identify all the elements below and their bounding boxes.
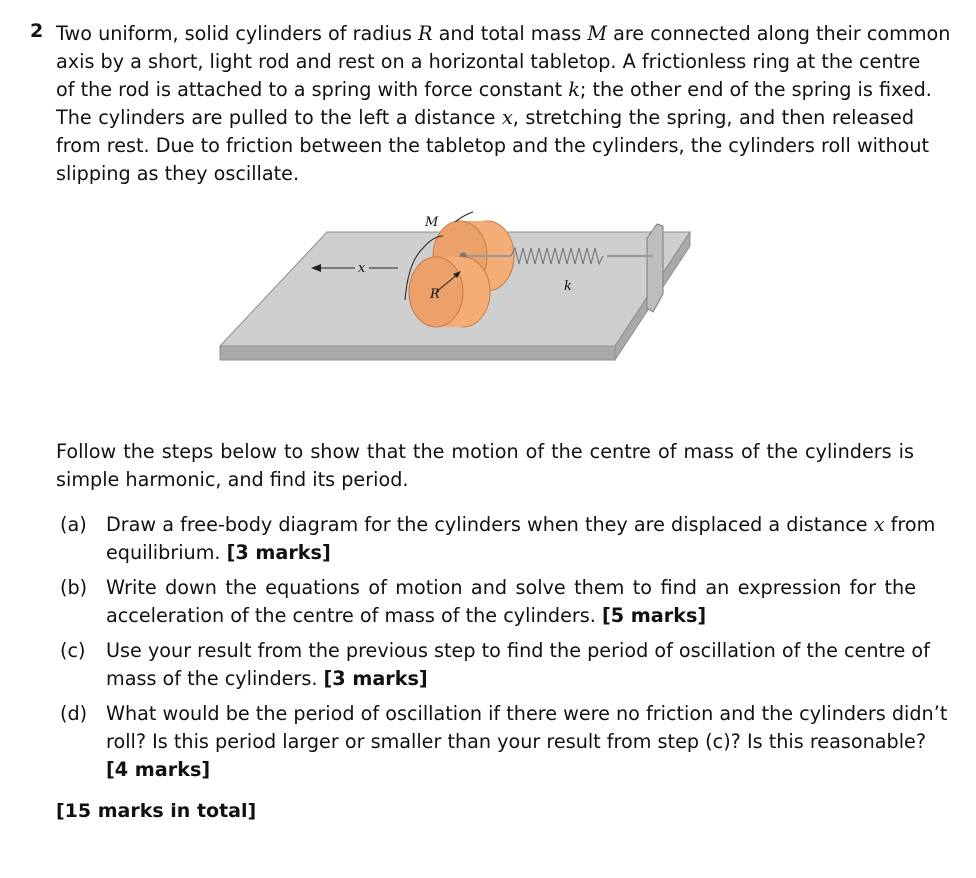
- part-a-line-2: equilibrium. [3 marks]: [106, 541, 331, 564]
- instructions-line-2: simple harmonic, and find its period.: [56, 468, 409, 491]
- part-b-line-2: acceleration of the centre of mass of the cylinders. [5 marks]: [106, 604, 707, 627]
- total-marks: [15 marks in total]: [56, 800, 257, 822]
- part-d: [60, 700, 948, 784]
- part-d-label: (d): [60, 702, 88, 725]
- intro-line-6: slipping as they oscillate.: [56, 162, 300, 185]
- intro-line-3: of the rod is attached to a spring with force constant k; the other end of the spring is fixed.: [56, 78, 932, 101]
- part-a-line-1: Draw a free-body diagram for the cylinders when they are displaced a distance x from: [106, 513, 936, 536]
- cylinders-spring-figure: [215, 208, 695, 364]
- intro-line-4: The cylinders are pulled to the left a distance x, stretching the spring, and then released: [56, 106, 914, 129]
- part-c-line-2: mass of the cylinders. [3 marks]: [106, 667, 428, 690]
- label-R: R: [430, 287, 440, 302]
- instructions: [56, 438, 914, 494]
- part-d-marks: [4 marks]: [106, 758, 211, 781]
- question-intro: [56, 20, 951, 188]
- part-c-label: (c): [60, 639, 86, 662]
- part-a: [60, 511, 936, 567]
- intro-line-1: Two uniform, solid cylinders of radius R and total mass M are connected along their common: [56, 22, 951, 45]
- part-d-line-1: What would be the period of oscillation if there were no friction and the cylinders didn’t: [106, 702, 948, 725]
- intro-line-2: axis by a short, light rod and rest on a horizontal tabletop. A frictionless ring at the centre: [56, 50, 921, 73]
- mass-leader: [455, 212, 473, 222]
- label-M: M: [425, 215, 439, 230]
- part-d-line-2: roll? Is this period larger or smaller than your result from step (c)? Is this reasonable?: [106, 730, 927, 753]
- part-b-label: (b): [60, 576, 88, 599]
- part-b-marks: [5 marks]: [602, 604, 707, 627]
- question-number: 2: [30, 20, 44, 42]
- part-b-line-1: Write down the equations of motion and solve them to find an expression for the: [106, 576, 916, 599]
- part-a-label: (a): [60, 513, 87, 536]
- part-c-marks: [3 marks]: [323, 667, 428, 690]
- tabletop-front-edge: [220, 346, 615, 360]
- part-c-line-1: Use your result from the previous step to find the period of oscillation of the centre of: [106, 639, 930, 662]
- spring-support: [647, 224, 663, 312]
- part-b: [60, 574, 916, 630]
- intro-line-5: from rest. Due to friction between the tabletop and the cylinders, the cylinders roll without: [56, 134, 930, 157]
- part-c: [60, 637, 930, 693]
- label-k: k: [564, 279, 572, 294]
- part-a-marks: [3 marks]: [226, 541, 331, 564]
- front-cylinder: [409, 257, 490, 327]
- instructions-line-1: Follow the steps below to show that the motion of the centre of mass of the cylinders is: [56, 440, 914, 463]
- label-x: x: [358, 261, 366, 276]
